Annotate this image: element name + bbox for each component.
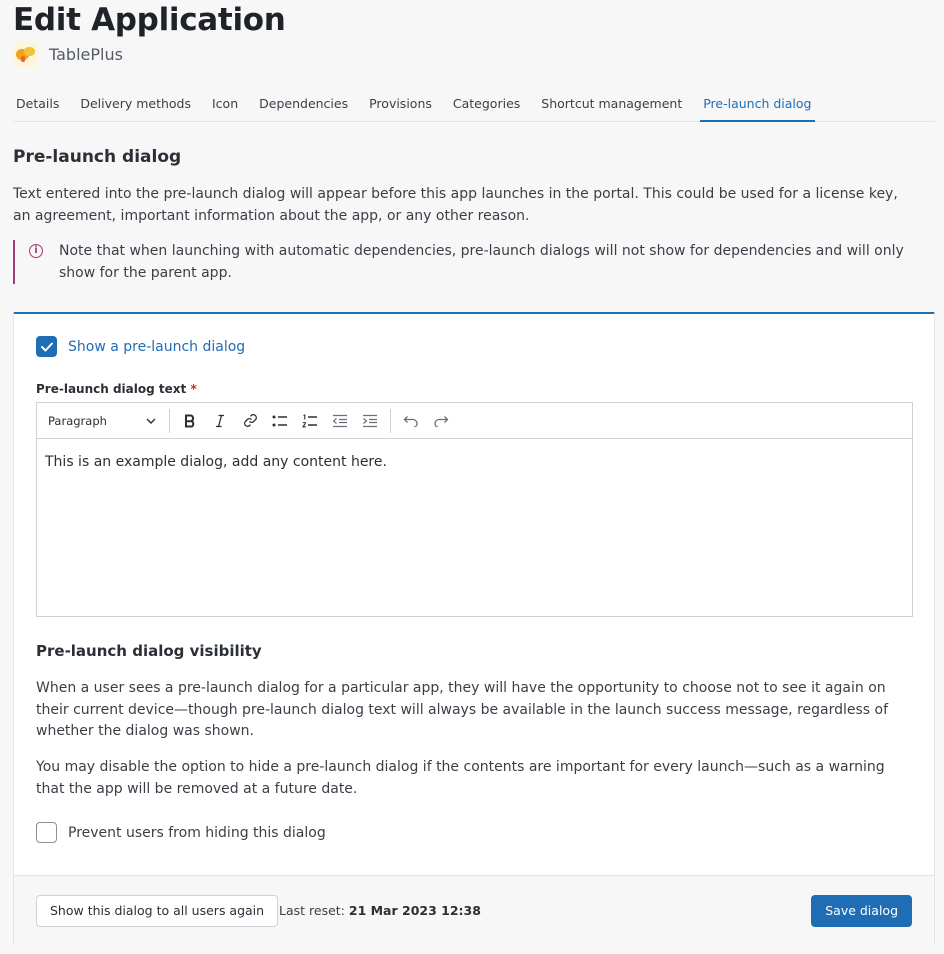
visibility-warning: You may disable the option to hide a pre-launch dialog if the contents are important for every launch—such as a warning that the app will be removed at a future date. — [36, 759, 885, 797]
block-format-value: Paragraph — [48, 413, 107, 428]
note-text: Note that when launching with automatic dependencies, pre-launch dialogs will not show for dependencies and will only show for the parent app. — [59, 243, 904, 281]
redo-icon — [433, 415, 449, 427]
show-dialog-label[interactable]: Show a pre-launch dialog — [68, 338, 246, 355]
show-dialog-option[interactable] — [36, 336, 245, 357]
last-reset-value: 21 Mar 2023 12:38 — [348, 903, 481, 918]
indent-icon — [362, 414, 378, 428]
tab-icon[interactable]: Icon — [212, 96, 239, 111]
redo-button[interactable] — [428, 408, 454, 434]
undo-icon — [403, 415, 419, 427]
numbered-list-icon — [302, 414, 318, 428]
chevron-down-icon — [146, 418, 156, 424]
dialog-text-label — [36, 382, 197, 396]
rich-text-editor — [36, 402, 913, 617]
section-title: Pre-launch dialog — [13, 147, 182, 167]
toolbar-separator — [390, 409, 391, 433]
tab-pre-launch-dialog[interactable]: Pre-launch dialog — [700, 86, 814, 122]
card-footer — [14, 875, 934, 946]
section-description: Text entered into the pre-launch dialog will appear before this app launches in the portal. This could be used for a license key, an agreement, important information about the app, or any other reason. — [13, 186, 898, 224]
tab-dependencies[interactable]: Dependencies — [259, 96, 349, 111]
editor-content-area[interactable]: This is an example dialog, add any content here. — [45, 454, 387, 470]
bulleted-list-button[interactable] — [267, 408, 293, 434]
app-name: TablePlus — [49, 45, 123, 64]
reset-dialog-button[interactable]: Show this dialog to all users again — [36, 895, 278, 927]
show-dialog-checkbox[interactable] — [36, 336, 57, 357]
indent-button[interactable] — [357, 408, 383, 434]
tab-provisions[interactable]: Provisions — [369, 96, 432, 111]
tab-bar — [13, 86, 935, 122]
page-title: Edit Application — [13, 2, 286, 38]
outdent-button[interactable] — [327, 408, 353, 434]
tab-shortcut-management[interactable]: Shortcut management — [541, 96, 683, 111]
bold-icon — [183, 414, 197, 428]
block-format-select[interactable] — [40, 408, 164, 434]
app-identity — [13, 42, 123, 67]
last-reset-info — [279, 903, 481, 918]
link-button[interactable] — [237, 408, 263, 434]
italic-icon — [213, 414, 227, 428]
link-icon — [243, 413, 258, 428]
dialog-settings-card — [13, 312, 935, 946]
italic-button[interactable] — [207, 408, 233, 434]
save-dialog-button[interactable]: Save dialog — [811, 895, 912, 927]
tab-delivery-methods[interactable]: Delivery methods — [80, 96, 191, 111]
info-icon: i — [29, 244, 43, 258]
prevent-hiding-label[interactable]: Prevent users from hiding this dialog — [68, 824, 326, 841]
outdent-icon — [332, 414, 348, 428]
editor-toolbar — [37, 403, 912, 439]
bold-button[interactable] — [177, 408, 203, 434]
prevent-hiding-checkbox[interactable] — [36, 822, 57, 843]
bulleted-list-icon — [272, 414, 288, 428]
required-marker: * — [190, 382, 197, 396]
prevent-hiding-option[interactable] — [36, 822, 326, 843]
dependency-note — [13, 240, 935, 284]
tab-categories[interactable]: Categories — [452, 96, 521, 111]
toolbar-separator — [169, 409, 170, 433]
tab-details[interactable]: Details — [16, 96, 60, 111]
checkmark-icon — [41, 342, 53, 352]
last-reset-label: Last reset: — [279, 903, 345, 918]
visibility-description: When a user sees a pre-launch dialog for a particular app, they will have the opportunity to choose not to see it again on their current device—though pre-launch dialog text will always be available in the launch success message, regardless of whether the dialog was shown. — [36, 680, 889, 739]
undo-button[interactable] — [398, 408, 424, 434]
tableplus-elephant-icon — [13, 42, 38, 67]
visibility-title: Pre-launch dialog visibility — [36, 642, 262, 660]
numbered-list-button[interactable] — [297, 408, 323, 434]
dialog-text-label-text: Pre-launch dialog text — [36, 382, 187, 396]
